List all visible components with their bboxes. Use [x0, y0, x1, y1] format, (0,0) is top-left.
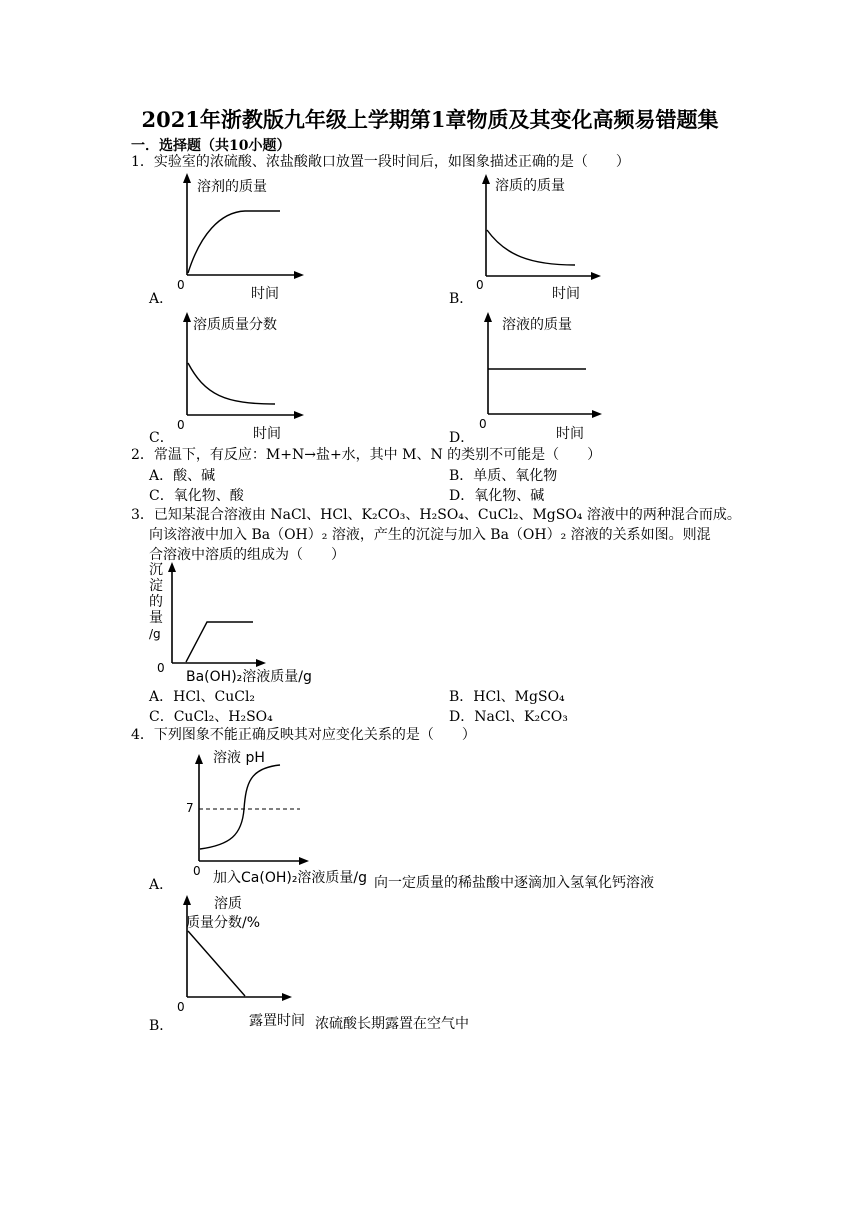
q1c-ylabel: 溶质质量分数 [193, 317, 277, 333]
q3-ylabel-char: 沉 [149, 562, 163, 578]
q1b-origin: 0 [476, 278, 484, 292]
q3-ylabel-unit: /g [149, 627, 161, 641]
q4b-ylabel-line2: 质量分数/% [186, 915, 261, 931]
q3-ylabel-char: 量 [149, 610, 163, 626]
q3-origin: 0 [157, 661, 165, 675]
q3-graph [168, 562, 266, 667]
q1c-origin: 0 [177, 418, 185, 432]
q1b-xlabel: 时间 [552, 286, 580, 302]
q1-option-a: A． [149, 291, 174, 307]
q3-option-a: A．HCl、CuCl₂ [149, 689, 256, 705]
q4b-line [188, 931, 245, 996]
q1b-ylabel: 溶质的质量 [495, 178, 565, 194]
question-3-stem-line3: 合溶液中溶质的组成为（ ） [149, 547, 345, 563]
q1-option-d: D． [449, 430, 475, 446]
q4a-curve [200, 765, 280, 849]
q4b-xlabel: 露置时间 [249, 1013, 305, 1029]
q4-graph-a [195, 754, 309, 865]
q3-option-c: C．CuCl₂、H₂SO₄ [149, 709, 273, 725]
q3-ylabel-char: 淀 [149, 578, 163, 594]
question-4-stem: 4．下列图象不能正确反映其对应变化关系的是（ ） [131, 727, 476, 743]
q2-option-b: B．单质、氧化物 [449, 468, 558, 484]
q3-option-b: B．HCl、MgSO₄ [449, 689, 565, 705]
q1-option-c: C． [149, 430, 174, 446]
q1c-xlabel: 时间 [253, 426, 281, 442]
q4b-ylabel-line1: 溶质 [214, 896, 242, 912]
question-2-stem: 2．常温下，有反应：M+N→盐+水，其中 M、N 的类别不可能是（ ） [131, 447, 602, 463]
section-heading: 一．选择题（共10小题） [131, 138, 291, 154]
q4a-ylabel: 溶液 pH [213, 750, 265, 766]
q4-option-a-label: A． [149, 877, 174, 893]
q4-option-a-desc: 向一定质量的稀盐酸中逐滴加入氢氧化钙溶液 [374, 875, 654, 891]
q1d-ylabel: 溶液的质量 [502, 317, 572, 333]
q4b-origin: 0 [177, 1000, 185, 1014]
q1a-ylabel: 溶剂的质量 [197, 179, 267, 195]
question-1-stem: 1．实验室的浓硫酸、浓盐酸敞口放置一段时间后，如图象描述正确的是（ ） [131, 154, 630, 170]
q4-option-b-label: B． [149, 1018, 174, 1034]
q4a-xlabel: 加入Ca(OH)₂溶液质量/g [213, 870, 368, 886]
question-3-stem-line2: 向该溶液中加入 Ba（OH）₂ 溶液，产生的沉淀与加入 Ba（OH）₂ 溶液的关系如图。则混 [149, 527, 711, 543]
q3-ylabel-char: 的 [149, 594, 163, 610]
q3-curve [186, 622, 253, 662]
q4a-tick-7: 7 [186, 801, 194, 815]
q1-option-b: B． [449, 291, 474, 307]
q3-option-d: D．NaCl、K₂CO₃ [449, 709, 568, 725]
page-title: 2021年浙教版九年级上学期第1章物质及其变化高频易错题集 [141, 107, 719, 132]
q4-option-b-desc: 浓硫酸长期露置在空气中 [315, 1016, 469, 1032]
q2-option-d: D．氧化物、碱 [449, 488, 545, 504]
q1c-curve [188, 363, 275, 404]
q1b-curve [487, 230, 575, 265]
q3-xlabel: Ba(OH)₂溶液质量/g [186, 669, 312, 685]
q3-ylabel [149, 562, 163, 642]
q4a-origin: 0 [193, 864, 201, 878]
q2-option-c: C．氧化物、酸 [149, 488, 244, 504]
q1a-curve [188, 211, 280, 273]
q1a-xlabel: 时间 [251, 286, 279, 302]
q1d-xlabel: 时间 [556, 426, 584, 442]
q1d-origin: 0 [479, 417, 487, 431]
q2-option-a: A．酸、碱 [149, 468, 216, 484]
question-3-stem-line1: 3．已知某混合溶液由 NaCl、HCl、K₂CO₃、H₂SO₄、CuCl₂、MgSO₄ 溶液中的两种混合而成。 [131, 507, 741, 523]
q1a-origin: 0 [177, 278, 185, 292]
